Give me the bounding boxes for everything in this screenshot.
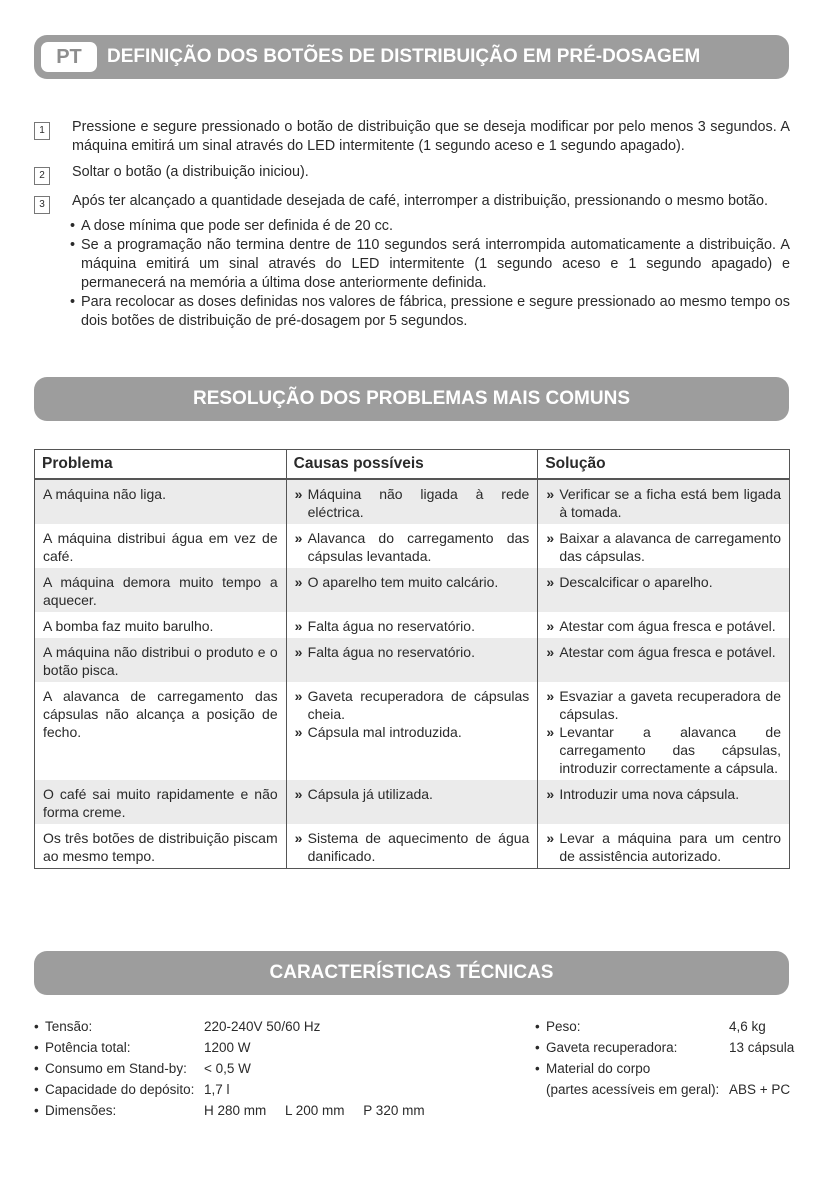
spec-value: 220-240V 50/60 Hz [204, 1019, 321, 1034]
spec-label: Material do corpo [546, 1061, 651, 1076]
spec-value: 13 cápsula [729, 1040, 795, 1055]
problem-cell: O café sai muito rapidamente e não forma creme. [35, 780, 287, 824]
arrow-icon: » [294, 688, 303, 704]
arrow-icon: » [294, 618, 303, 634]
solution-text: Baixar a alavanca de carregamento das cápsulas. [559, 530, 781, 564]
solution-text: Esvaziar a gaveta recuperadora de cápsulas. [559, 688, 781, 722]
solution-cell [538, 824, 790, 869]
arrow-icon: » [546, 688, 555, 704]
spec-label: Tensão: [45, 1019, 93, 1034]
note-item: • A dose mínima que pode ser definida é de 20 cc. [70, 217, 790, 236]
solution-cell [538, 479, 790, 524]
cause-cell [286, 479, 538, 524]
solution-cell [538, 568, 790, 612]
cause-cell [286, 638, 538, 682]
solution-item [546, 573, 781, 591]
arrow-icon: » [546, 486, 555, 502]
spec-label: Capacidade do depósito: [45, 1082, 195, 1097]
spec-row [34, 1037, 425, 1058]
spec-label: Potência total: [45, 1040, 131, 1055]
solution-text: Levar a máquina para um centro de assistência autorizado. [559, 830, 781, 864]
solution-text: Atestar com água fresca e potável. [559, 644, 776, 660]
spec-row [535, 1058, 794, 1079]
solution-item [546, 617, 781, 635]
cause-item [295, 723, 530, 741]
solution-item [546, 643, 781, 661]
arrow-icon: » [294, 486, 303, 502]
problem-cell: A máquina não liga. [35, 479, 287, 524]
spec-row [535, 1016, 794, 1037]
spec-row [34, 1079, 425, 1100]
bullet-icon: • [34, 1103, 39, 1118]
arrow-icon: » [294, 644, 303, 660]
cause-item [295, 617, 530, 635]
column-header-problem: Problema [35, 450, 287, 480]
step-text: Após ter alcançado a quantidade desejada de café, interromper a distribuição, pressionando o mesmo botão. [72, 193, 768, 209]
cause-cell [286, 612, 538, 638]
spec-row [34, 1058, 425, 1079]
arrow-icon: » [294, 724, 303, 740]
arrow-icon: » [294, 530, 303, 546]
arrow-icon: » [546, 618, 555, 634]
solution-text: Levantar a alavanca de carregamento das cápsulas, introduzir correctamente a cápsula. [559, 724, 781, 776]
solution-item [546, 529, 781, 565]
arrow-icon: » [546, 830, 555, 846]
solution-text: Introduzir uma nova cápsula. [559, 786, 740, 802]
section-title: RESOLUÇÃO DOS PROBLEMAS MAIS COMUNS [192, 388, 631, 409]
cause-item [295, 829, 530, 865]
bullet-icon: • [535, 1061, 540, 1076]
cause-text: Falta água no reservatório. [307, 618, 475, 634]
cause-text: Sistema de aquecimento de água danificado. [307, 830, 530, 864]
spec-row [34, 1016, 425, 1037]
step-text: Soltar o botão (a distribuição iniciou). [72, 164, 309, 180]
problem-cell: A máquina demora muito tempo a aquecer. [35, 568, 287, 612]
note-item: • Para recolocar as doses definidas nos valores de fábrica, pressione e segure pressionado ao mesmo tempo os dois botões de distribuição de pré-dosagem por 5 segundos. [70, 293, 790, 331]
section-banner-troubleshooting [34, 377, 789, 421]
spec-row [535, 1037, 794, 1058]
table-row [35, 612, 790, 638]
solution-item [546, 485, 781, 521]
spec-value: 1,7 l [204, 1082, 230, 1097]
problem-cell: A máquina distribui água em vez de café. [35, 524, 287, 568]
step-text: Pressione e segure pressionado o botão de distribuição que se deseja modificar por pelo menos 3 segundos. A máquina emitirá um sinal através do LED intermitente (1 segundo aceso e 1 segundo apagado). [72, 119, 790, 154]
troubleshooting-table [34, 449, 790, 869]
cause-cell [286, 780, 538, 824]
bullet-icon [535, 1079, 546, 1100]
table-row [35, 479, 790, 524]
bullet-icon: • [34, 1019, 39, 1034]
arrow-icon: » [546, 574, 555, 590]
spec-row [535, 1079, 794, 1100]
arrow-icon: » [546, 530, 555, 546]
arrow-icon: » [294, 574, 303, 590]
cause-cell [286, 568, 538, 612]
specs-right-column [535, 1016, 794, 1100]
table-row [35, 638, 790, 682]
solution-item [546, 687, 781, 723]
step-item [34, 192, 790, 214]
table-row [35, 524, 790, 568]
table-row [35, 682, 790, 780]
cause-item [295, 529, 530, 565]
section-banner-pre-dosing [34, 35, 789, 79]
table-row [35, 568, 790, 612]
cause-text: Gaveta recuperadora de cápsulas cheia. [307, 688, 530, 722]
arrow-icon: » [546, 786, 555, 802]
cause-text: O aparelho tem muito calcário. [307, 574, 499, 590]
solution-cell [538, 524, 790, 568]
spec-label: Gaveta recuperadora: [546, 1040, 678, 1055]
bullet-icon: • [535, 1040, 540, 1055]
cause-text: Máquina não ligada à rede eléctrica. [307, 486, 530, 520]
step-number: 3 [34, 196, 50, 214]
cause-cell [286, 824, 538, 869]
solution-cell [538, 682, 790, 780]
problem-cell: A bomba faz muito barulho. [35, 612, 287, 638]
cause-item [295, 643, 530, 661]
spec-value: 1200 W [204, 1040, 251, 1055]
spec-label: (partes acessíveis em geral): [546, 1082, 720, 1097]
solution-cell [538, 638, 790, 682]
cause-item [295, 785, 530, 803]
spec-value: < 0,5 W [204, 1061, 251, 1076]
note-item: • Se a programação não termina dentre de 110 segundos será interrompida automaticamente a distribuição. A máquina emitirá um sinal através do LED intermitente (1 segundo aceso e 1 segundo apagado) e permanecerá na memória a última dose anteriormente definida. [70, 236, 790, 293]
bullet-icon: • [34, 1040, 39, 1055]
solution-text: Atestar com água fresca e potável. [559, 618, 776, 634]
bullet-icon: • [535, 1019, 540, 1034]
table-row [35, 780, 790, 824]
cause-item [295, 573, 530, 591]
table-header-row [35, 450, 790, 480]
language-tag: PT [41, 42, 97, 72]
column-header-solution: Solução [538, 450, 790, 480]
solution-item [546, 785, 781, 803]
arrow-icon: » [546, 644, 555, 660]
step-item [34, 118, 790, 156]
solution-cell [538, 780, 790, 824]
table-row [35, 824, 790, 869]
bullet-icon: • [34, 1082, 39, 1097]
solution-item [546, 723, 781, 777]
arrow-icon: » [294, 786, 303, 802]
section-title: CARACTERÍSTICAS TÉCNICAS [269, 962, 554, 983]
section-title: DEFINIÇÃO DOS BOTÕES DE DISTRIBUIÇÃO EM PRÉ-DOSAGEM [107, 46, 701, 67]
cause-item [295, 485, 530, 521]
cause-text: Alavanca do carregamento das cápsulas levantada. [307, 530, 530, 564]
problem-cell: Os três botões de distribuição piscam ao mesmo tempo. [35, 824, 287, 869]
spec-label: Dimensões: [45, 1103, 117, 1118]
problem-cell: A máquina não distribui o produto e o botão pisca. [35, 638, 287, 682]
solution-cell [538, 612, 790, 638]
spec-label: Consumo em Stand-by: [45, 1061, 187, 1076]
steps-list [34, 118, 790, 331]
step-number: 1 [34, 122, 50, 140]
section-banner-specs [34, 951, 789, 995]
spec-value: 4,6 kg [729, 1019, 766, 1034]
solution-text: Verificar se a ficha está bem ligada à tomada. [559, 486, 781, 520]
specs-left-column [34, 1016, 425, 1121]
bullet-icon: • [34, 1061, 39, 1076]
arrow-icon: » [294, 830, 303, 846]
spec-row [34, 1100, 425, 1121]
step-item [34, 163, 790, 185]
cause-text: Cápsula mal introduzida. [307, 724, 462, 740]
spec-label: Peso: [546, 1019, 581, 1034]
spec-value: H 280 mm L 200 mm P 320 mm [204, 1103, 425, 1118]
problem-cell: A alavanca de carregamento das cápsulas não alcança a posição de fecho. [35, 682, 287, 780]
arrow-icon: » [546, 724, 555, 740]
column-header-causes: Causas possíveis [286, 450, 538, 480]
cause-text: Falta água no reservatório. [307, 644, 475, 660]
cause-item [295, 687, 530, 723]
cause-text: Cápsula já utilizada. [307, 786, 433, 802]
notes-list [70, 217, 790, 331]
step-number: 2 [34, 167, 50, 185]
spec-value: ABS + PC [729, 1082, 791, 1097]
cause-cell [286, 682, 538, 780]
cause-cell [286, 524, 538, 568]
solution-item [546, 829, 781, 865]
solution-text: Descalcificar o aparelho. [559, 574, 713, 590]
